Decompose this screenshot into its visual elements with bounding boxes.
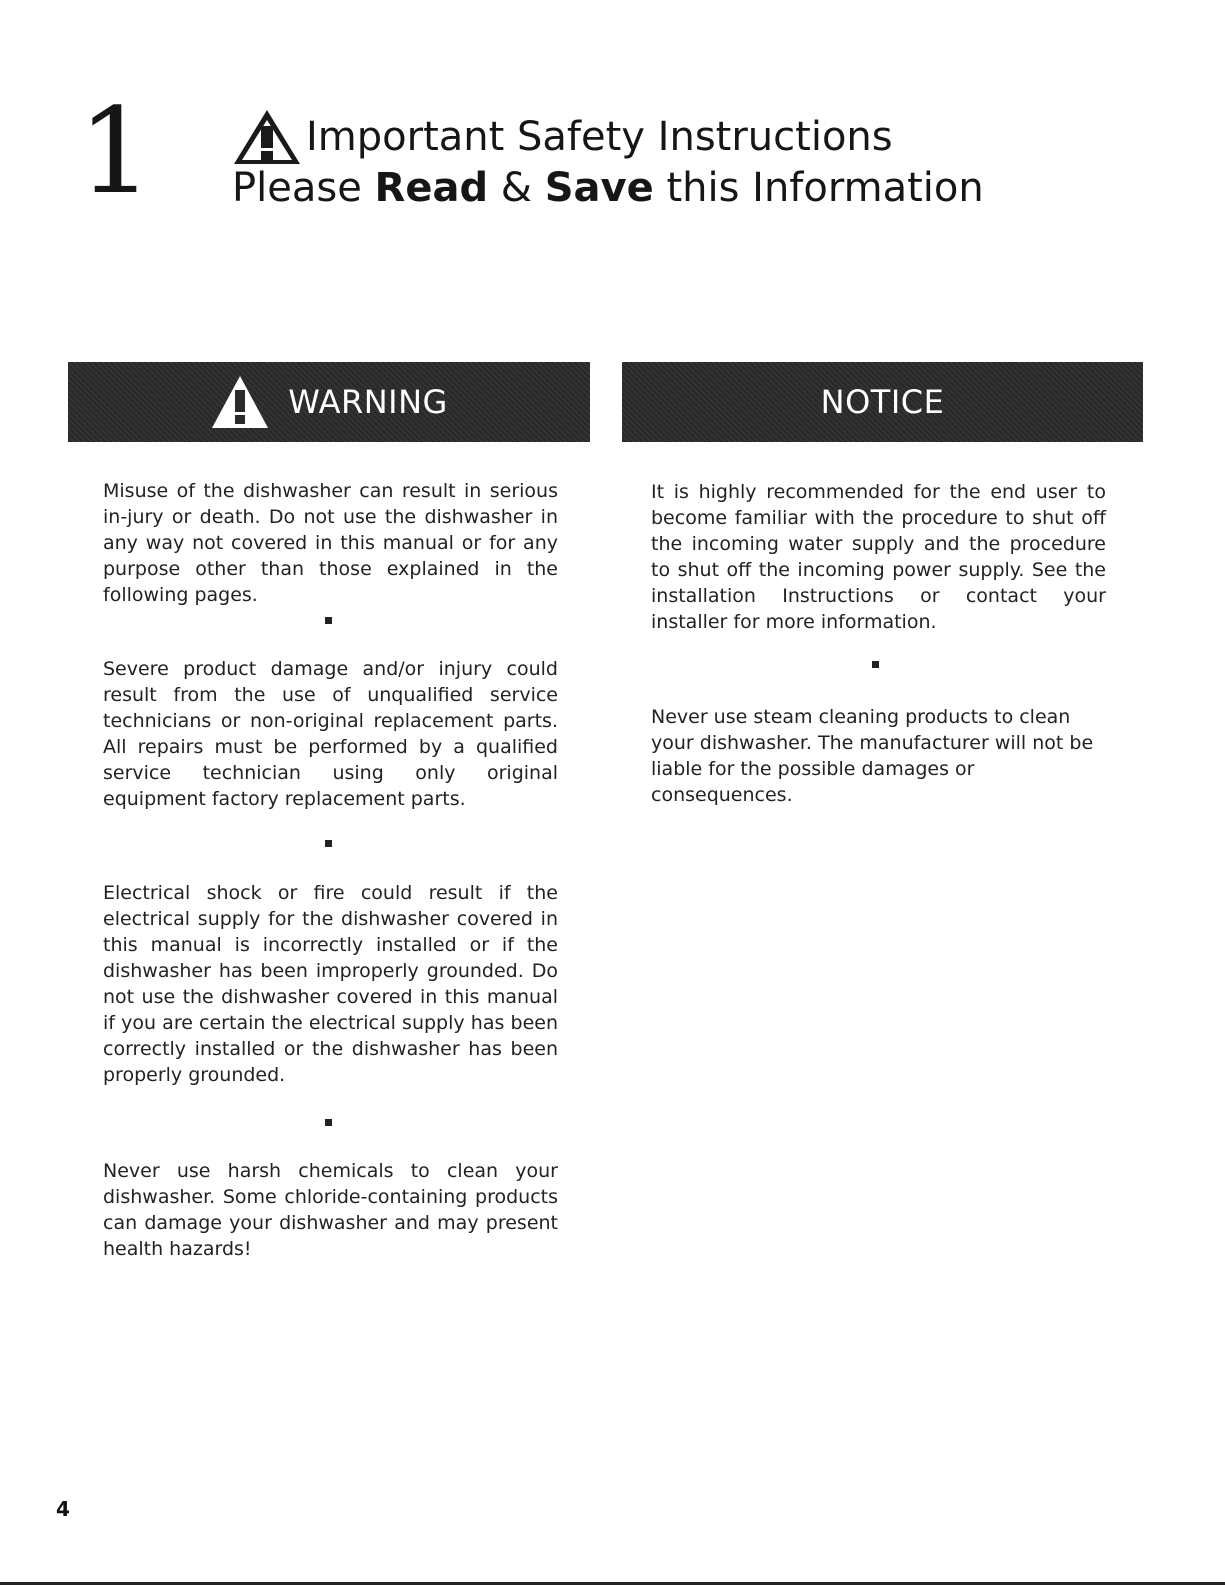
subtitle-suffix: this Information	[653, 165, 984, 211]
warning-triangle-icon	[232, 108, 302, 166]
warning-triangle-icon	[210, 374, 270, 430]
paragraph-text: Electrical shock or fire could result if the electrical supply for the dishwasher covered in this manual is incorrectly installed or if the dishwasher has been improperly grounded. Do not use the dishwasher covered in this manual if you are certain the electrical supply has been correctly installed or the dishwasher has been properly grounded.	[103, 882, 558, 1086]
chapter-number: 1	[78, 82, 154, 220]
warning-banner	[68, 362, 590, 442]
notice-paragraph-2	[651, 704, 1106, 808]
page-number: 4	[56, 1497, 70, 1521]
page-subtitle	[232, 164, 984, 212]
paragraph-text: Misuse of the dishwasher can result in serious in-jury or death. Do not use the dishwasher in any way not covered in this manual or for any purpose other than those explained in the following pages.	[103, 480, 558, 606]
title-text: Important Safety Instructions	[306, 114, 893, 160]
paragraph-text: Never use steam cleaning products to clean your dishwasher. The manufacturer will not be liable for the possible damages or consequences.	[651, 706, 1094, 806]
paragraph-text: Never use harsh chemicals to clean your dishwasher. Some chloride-containing products can damage your dishwasher and may present health hazards!	[103, 1160, 558, 1260]
notice-paragraph-1	[651, 479, 1106, 635]
warning-paragraph-1	[103, 478, 558, 608]
warning-paragraph-4	[103, 1158, 558, 1262]
subtitle-amp: &	[488, 165, 545, 211]
subtitle-read: Read	[374, 165, 489, 211]
bullet-separator	[325, 1119, 332, 1126]
paragraph-text: It is highly recommended for the end user to become familiar with the procedure to shut off the incoming water supply and the procedure to shut off the incoming power supply. See the installation Instructions or contact your installer for more information.	[651, 481, 1106, 633]
bullet-separator	[325, 840, 332, 847]
notice-banner	[622, 362, 1143, 442]
bullet-separator	[872, 661, 879, 668]
warning-paragraph-3	[103, 880, 558, 1088]
paragraph-text: Severe product damage and/or injury could result from the use of unqualified service technicians or non-original replacement parts. All repairs must be performed by a qualified service technician using only original equipment factory replacement parts.	[103, 658, 558, 810]
bullet-separator	[325, 617, 332, 624]
notice-banner-label: NOTICE	[820, 383, 945, 421]
page-title	[232, 108, 893, 166]
warning-banner-label: WARNING	[288, 383, 448, 421]
subtitle-prefix: Please	[232, 165, 375, 211]
subtitle-save: Save	[544, 165, 654, 211]
warning-paragraph-2	[103, 656, 558, 812]
